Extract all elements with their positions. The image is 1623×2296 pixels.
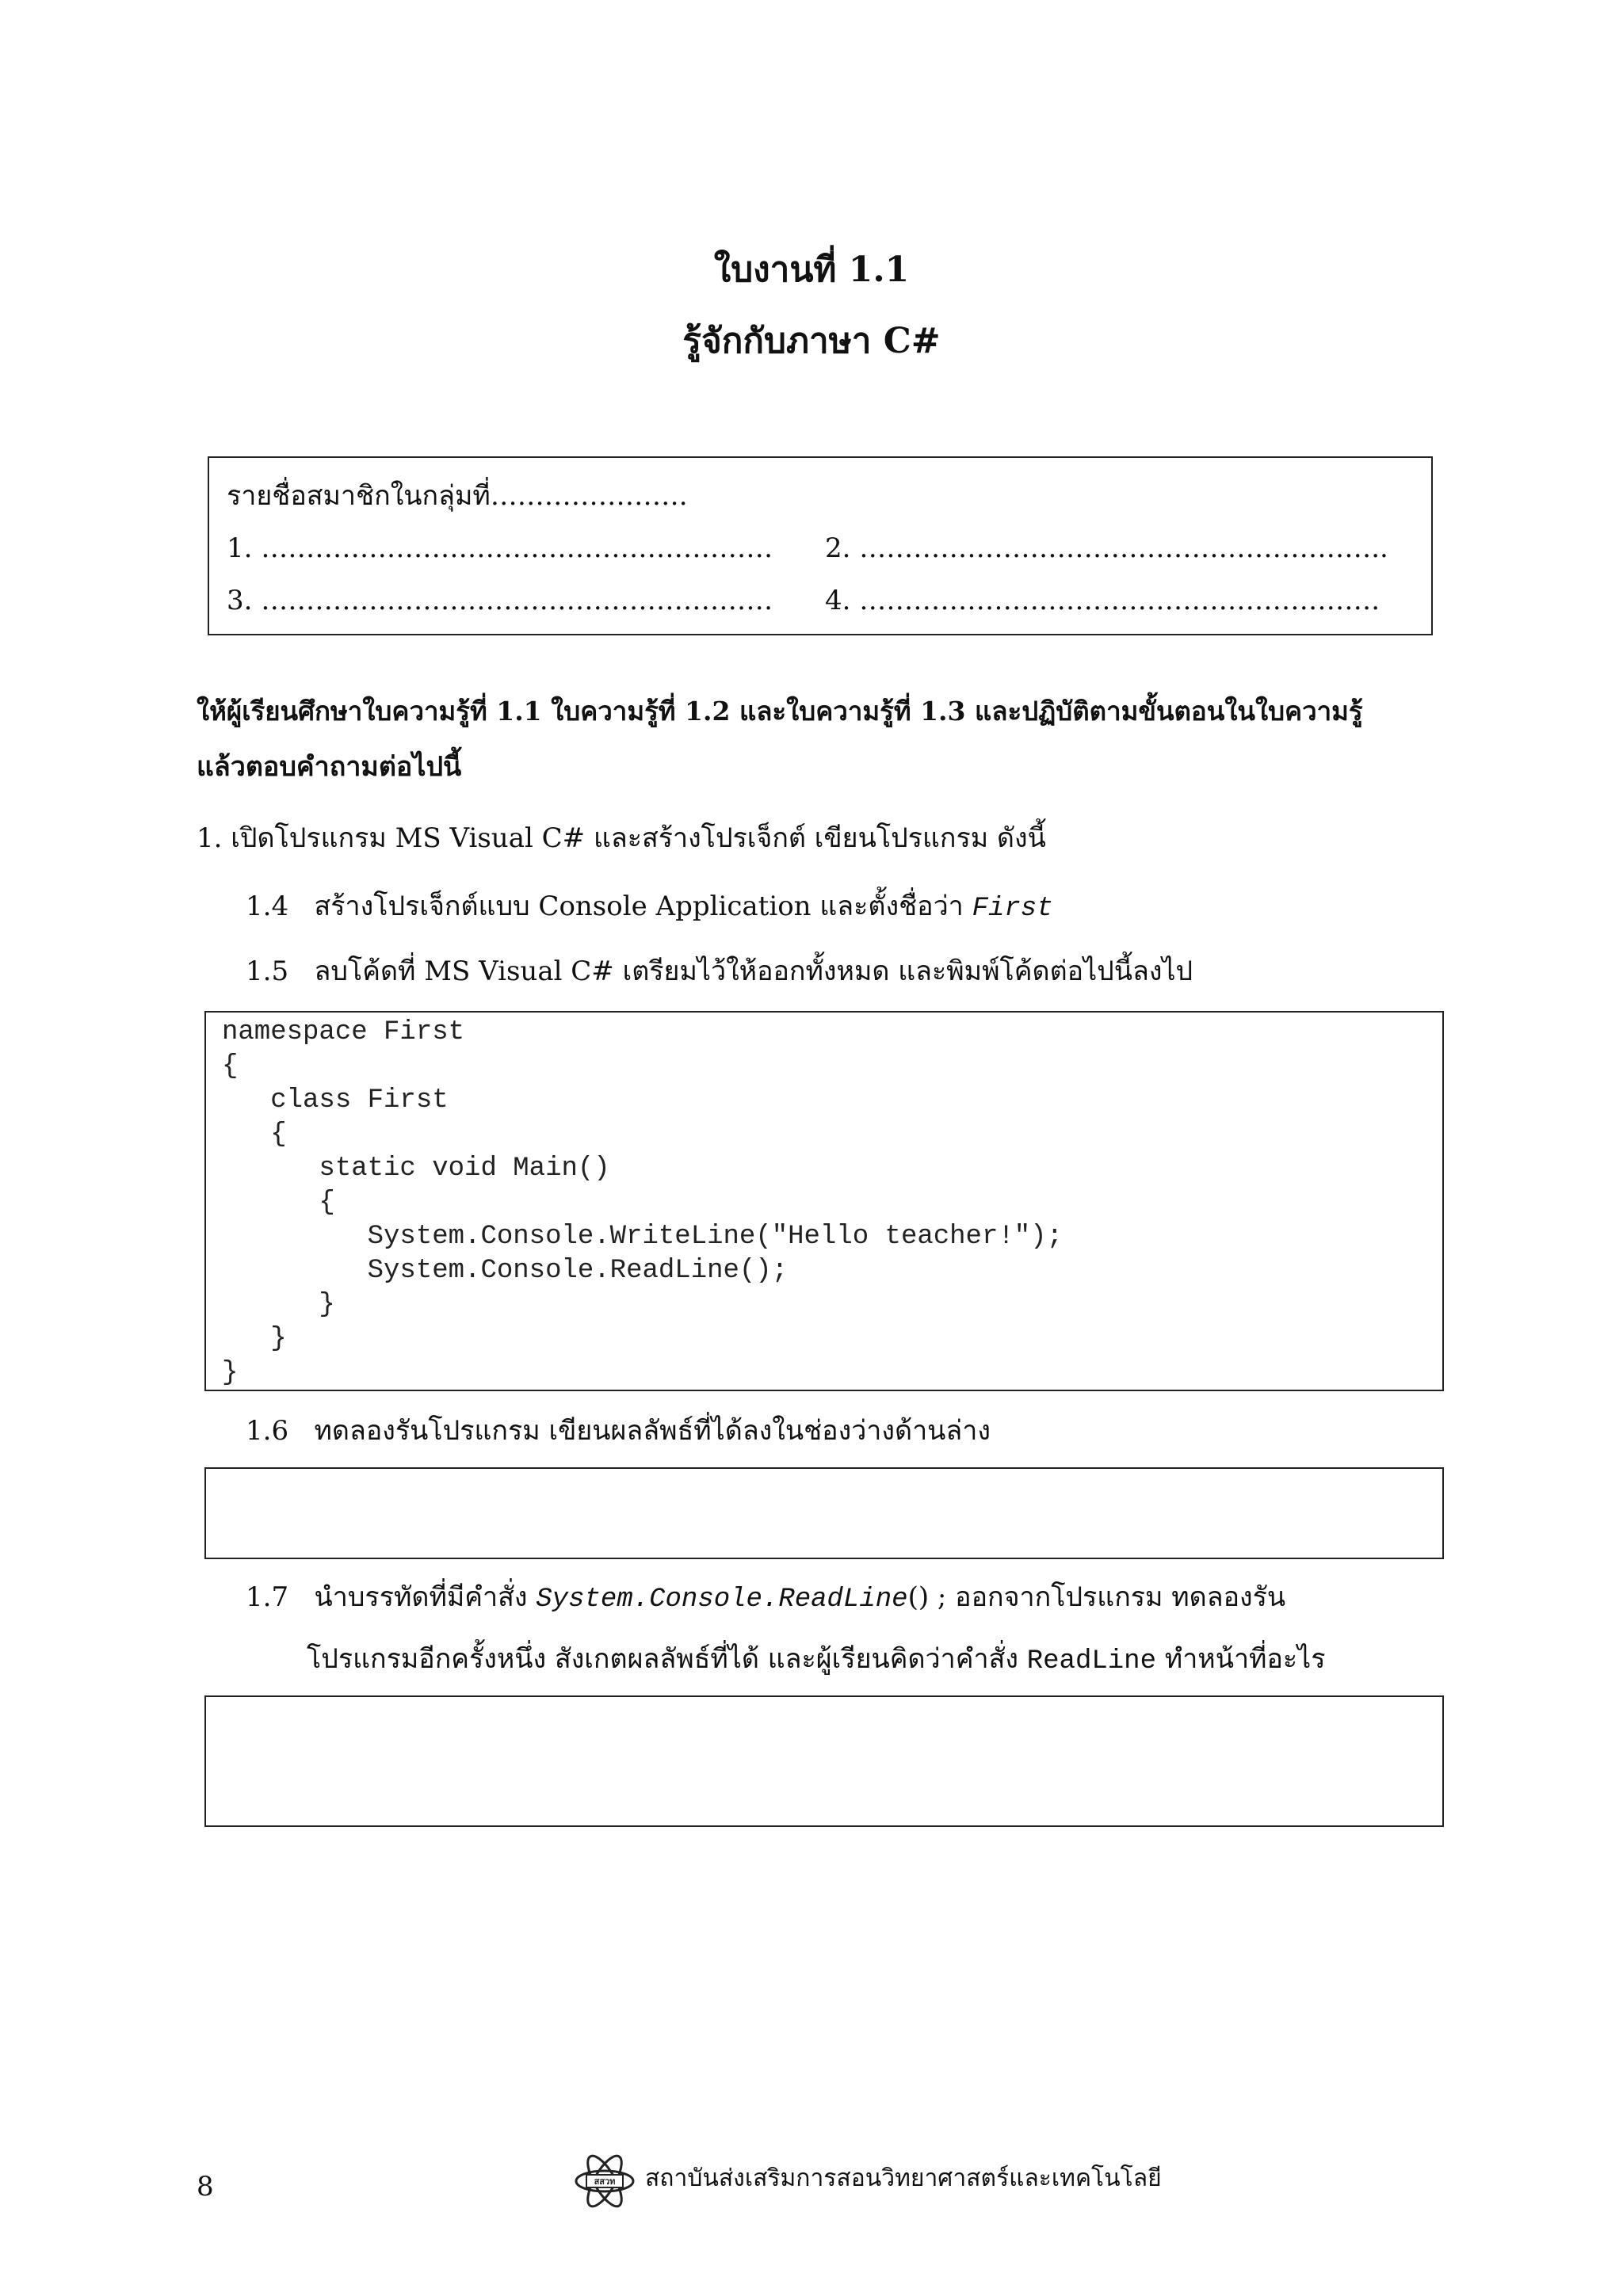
item-1-4-code: First: [972, 894, 1053, 924]
item-1-6-text: ทดลองรันโปรแกรม เขียนผลลัพธ์ที่ได้ลงในช่องว่างด้านล่าง: [314, 1415, 991, 1447]
item-1-7-text-a: นำบรรทัดที่มีคำสั่ง: [314, 1581, 528, 1613]
item-1-6: [246, 1415, 991, 1447]
members-box: [208, 456, 1433, 635]
item-1-4: [246, 891, 1053, 925]
item-1-7-line2-a: โปรแกรมอีกครั้งหนึ่ง สังเกตผลลัพธ์ที่ได้ และผู้เรียนคิดว่าคำสั่ง: [307, 1643, 1018, 1675]
page-number: 8: [197, 2171, 214, 2203]
member-line-2: 2. …………………………………………………..: [825, 532, 1388, 564]
institution-name: สถาบันส่งเสริมการสอนวิทยาศาสตร์และเทคโนโลยี: [645, 2164, 1162, 2192]
instructions-line-2: แล้วตอบคำถามต่อไปนี้: [197, 751, 462, 783]
code-listing: namespace First { class First { static void Main() { System.Console.WriteLine("Hello teacher!"); System.Console.ReadLine(); } } }: [222, 1017, 1063, 1388]
answer-box-1-6[interactable]: [204, 1467, 1444, 1559]
item-1-4-number: 1.4: [246, 891, 289, 922]
item-1-7-line-2: [307, 1643, 1326, 1678]
member-line-1: 1. …………………………………………………: [227, 532, 773, 564]
worksheet-subtitle: รู้จักกับภาษา C#: [682, 321, 941, 361]
item-1-7-code-a: System.Console.ReadLine: [536, 1585, 908, 1615]
item-1-7-line2-b: ทำหน้าที่อะไร: [1164, 1643, 1326, 1675]
item-1-5: [246, 955, 1193, 988]
answer-box-1-7[interactable]: [204, 1695, 1444, 1827]
item-1: 1. เปิดโปรแกรม MS Visual C# และสร้างโปรเจ็กต์ เขียนโปรแกรม ดังนี้: [197, 822, 1046, 854]
svg-text:สสวท: สสวท: [594, 2176, 616, 2187]
item-1-5-text: ลบโค้ดที่ MS Visual C# เตรียมไว้ให้ออกทั้งหมด และพิมพ์โค้ดต่อไปนี้ลงไป: [314, 955, 1193, 987]
code-box: [204, 1011, 1444, 1391]
member-line-3: 3. …………………………………………………: [227, 585, 773, 616]
item-1-7-code-b: ReadLine: [1026, 1646, 1156, 1676]
institution-logo: [572, 2149, 637, 2214]
item-1-6-number: 1.6: [246, 1415, 289, 1447]
worksheet-title: ใบงานที่ 1.1: [713, 250, 910, 290]
instructions-line-1: ให้ผู้เรียนศึกษาใบความรู้ที่ 1.1 ใบความรู้ที่ 1.2 และใบความรู้ที่ 1.3 และปฏิบัติตามขั้นตอนในใบความรู้: [197, 696, 1363, 727]
members-heading: รายชื่อสมาชิกในกลุ่มที่………………….: [227, 480, 688, 512]
member-line-4: 4. ………………………………………………….: [825, 585, 1381, 616]
item-1-4-text: สร้างโปรเจ็กต์แบบ Console Application และตั้งชื่อว่า: [314, 891, 964, 922]
item-1-7-number: 1.7: [246, 1581, 289, 1613]
item-1-7-text-b: () ; ออกจากโปรแกรม ทดลองรัน: [907, 1581, 1286, 1613]
item-1-5-number: 1.5: [246, 955, 289, 987]
item-1-7-line-1: [246, 1581, 1285, 1616]
